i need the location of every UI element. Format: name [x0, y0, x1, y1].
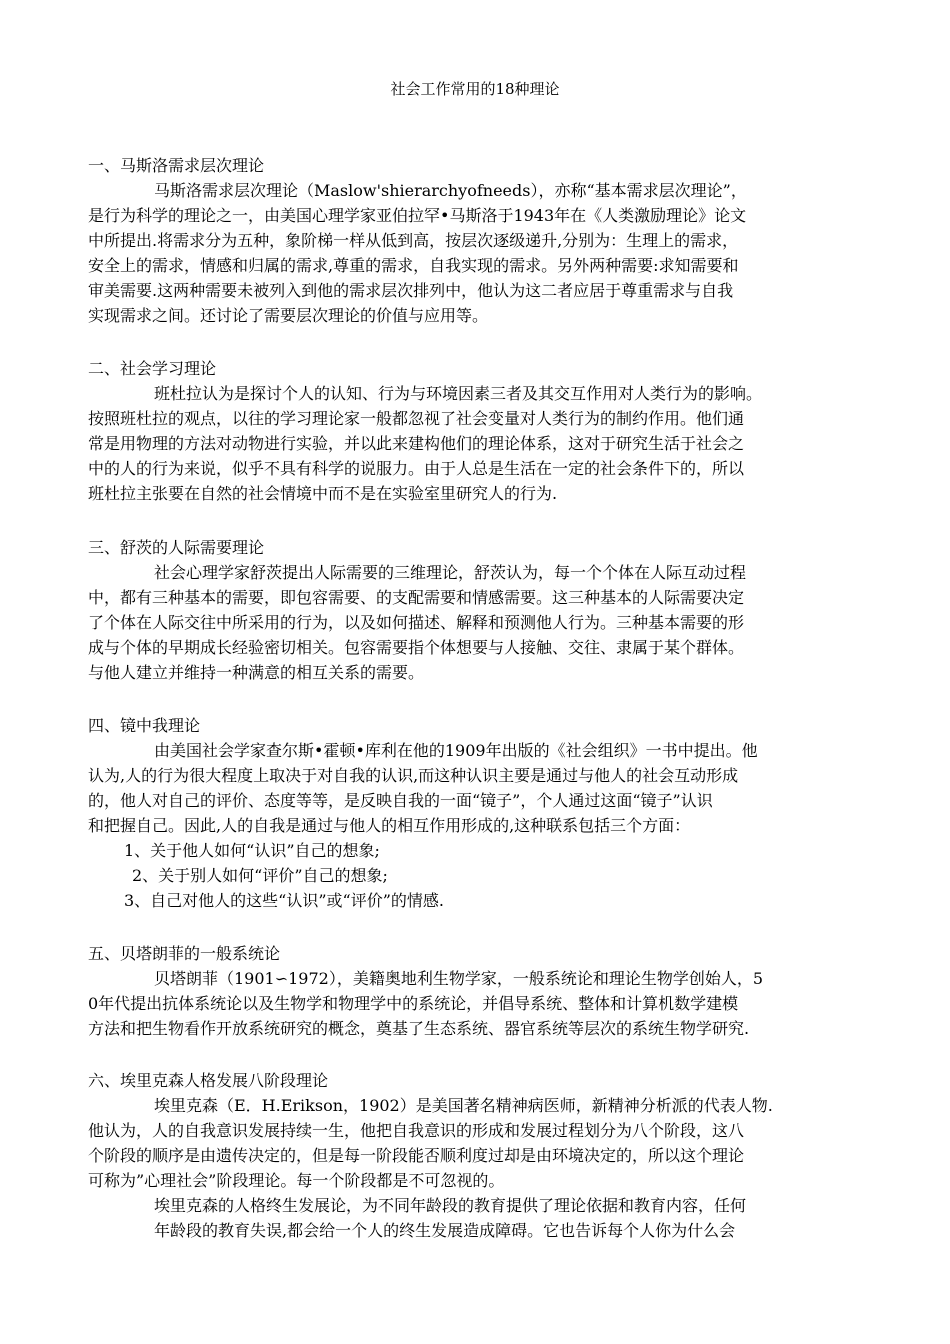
section-looking-glass-self [88, 713, 878, 913]
paragraph-line: 马斯洛需求层次理论（Maslow'shierarchyofneeds），亦称“基本需求层次理论”， [154, 181, 747, 200]
paragraph-line: 班杜拉认为是探讨个人的认知、行为与环境因素三者及其交互作用对人类行为的影响。 [154, 384, 763, 403]
paragraph-line: 方法和把生物看作开放系统研究的概念，奠基了生态系统、器官系统等层次的系统生物学研究. [88, 1019, 750, 1038]
section-heading: 二、社会学习理论 [88, 359, 217, 378]
paragraph-line: 实现需求之间。还讨论了需要层次理论的价值与应用等。 [88, 306, 489, 325]
paragraph-line: 与他人建立并维持一种满意的相互关系的需要。 [88, 663, 425, 682]
paragraph-line: 是行为科学的理论之一，由美国心理学家亚伯拉罕•马斯洛于1943年在《人类激励理论》论文 [88, 206, 747, 225]
paragraph-line: 社会心理学家舒茨提出人际需要的三维理论，舒茨认为，每一个个体在人际互动过程 [154, 563, 747, 582]
paragraph-line: 贝塔朗菲（1901∽1972），美籍奥地利生物学家，一般系统论和理论生物学创始人，5 [154, 969, 764, 988]
paragraph-line: 中，都有三种基本的需要，即包容需要、的支配需要和情感需要。这三种基本的人际需要决定 [88, 588, 745, 607]
paragraph-line: 安全上的需求，情感和归属的需求,尊重的需求，自我实现的需求。另外两种需要:求知需要和 [88, 256, 739, 275]
section-schutz [88, 535, 878, 685]
paragraph-line: 0年代提出抗体系统论以及生物学和物理学中的系统论，并倡导系统、整体和计算机数学建模 [88, 994, 739, 1013]
paragraph-line: 埃里克森的人格终生发展论，为不同年龄段的教育提供了理论依据和教育内容，任何 [154, 1196, 747, 1215]
paragraph-line: 由美国社会学家查尔斯•霍顿•库利在他的1909年出版的《社会组织》一书中提出。他 [154, 741, 758, 760]
paragraph-line: 和把握自己。因此,人的自我是通过与他人的相互作用形成的,这种联系包括三个方面： [88, 816, 691, 835]
paragraph-line: 了个体在人际交往中所采用的行为，以及如何描述、解释和预测他人行为。三种基本需要的形 [88, 613, 745, 632]
paragraph-line: 年龄段的教育失误,都会给一个人的终生发展造成障碍。它也告诉每个人你为什么会 [154, 1221, 736, 1240]
paragraph-line: 中的人的行为来说，似乎不具有科学的说服力。由于人总是生活在一定的社会条件下的，所以 [88, 459, 745, 478]
section-social-learning [88, 356, 878, 506]
list-item: 2、关于别人如何“评价”自己的想象; [132, 866, 388, 885]
paragraph-line: 他认为，人的自我意识发展持续一生，他把自我意识的形成和发展过程划分为八个阶段，这八 [88, 1121, 745, 1140]
section-erikson [88, 1068, 878, 1243]
section-heading: 四、镜中我理论 [88, 716, 201, 735]
paragraph-line: 埃里克森（E．H.Erikson，1902）是美国著名精神病医师，新精神分析派的代表人物. [154, 1096, 773, 1115]
paragraph-line: 按照班杜拉的观点，以往的学习理论家一般都忽视了社会变量对人类行为的制约作用。他们通 [88, 409, 745, 428]
document-title: 社会工作常用的18种理论 [390, 80, 560, 98]
paragraph-line: 的，他人对自己的评价、态度等等，是反映自我的一面“镜子”，个人通过这面“镜子”认识 [88, 791, 713, 810]
paragraph-line: 认为,人的行为很大程度上取决于对自我的认识,而这种认识主要是通过与他人的社会互动形成 [88, 766, 739, 785]
paragraph-line: 常是用物理的方法对动物进行实验，并以此来建构他们的理论体系，这对于研究生活于社会之 [88, 434, 745, 453]
paragraph-line: 成与个体的早期成长经验密切相关。包容需要指个体想要与人接触、交往、隶属于某个群体。 [88, 638, 745, 657]
section-heading: 一、马斯洛需求层次理论 [88, 156, 265, 175]
section-bertalanffy [88, 941, 878, 1041]
list-item: 1、关于他人如何“认识”自己的想象; [124, 841, 380, 860]
section-heading: 五、贝塔朗菲的一般系统论 [88, 944, 281, 963]
section-maslow [88, 153, 878, 328]
indented-paragraph [88, 1193, 878, 1243]
paragraph-line: 个阶段的顺序是由遗传决定的，但是每一阶段能否顺利度过却是由环境决定的，所以这个理论 [88, 1146, 745, 1165]
paragraph-line: 中所提出.将需求分为五种，象阶梯一样从低到高，按层次逐级递升,分别为：生理上的需求， [88, 231, 739, 250]
section-heading: 三、舒茨的人际需要理论 [88, 538, 265, 557]
paragraph-line: 可称为”心理社会”阶段理论。每一个阶段都是不可忽视的。 [88, 1171, 505, 1190]
paragraph-line: 班杜拉主张要在自然的社会情境中而不是在实验室里研究人的行为. [88, 484, 558, 503]
paragraph-line: 审美需要.这两种需要未被列入到他的需求层次排列中，他认为这二者应居于尊重需求与自我 [88, 281, 734, 300]
list-item: 3、自己对他人的这些“认识”或“评价”的情感. [124, 891, 444, 910]
section-heading: 六、埃里克森人格发展八阶段理论 [88, 1071, 329, 1090]
